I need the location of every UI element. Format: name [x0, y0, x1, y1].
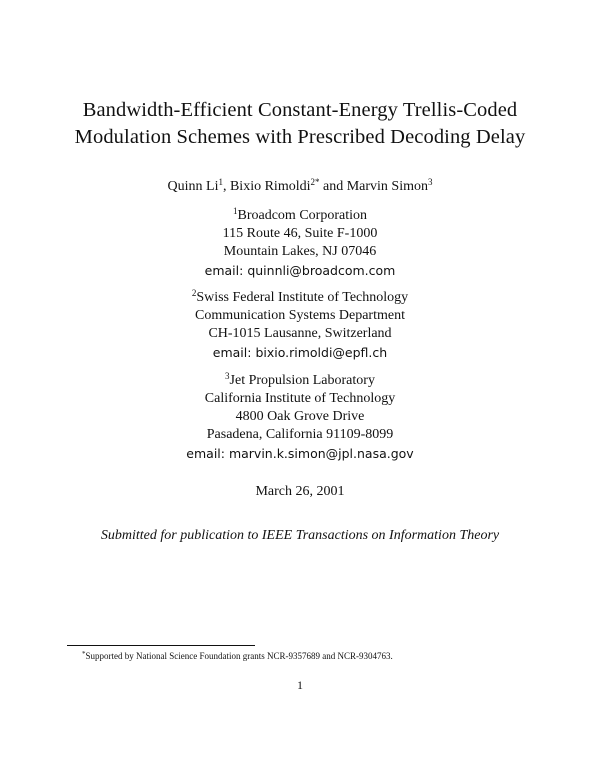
footnote — [82, 651, 393, 661]
affiliation-line — [0, 290, 600, 306]
affiliation-line: Communication Systems Department — [195, 308, 405, 323]
affiliation-line: Pasadena, California 91109-8099 — [206, 427, 394, 442]
affiliation-email: email: quinnli@broadcom.com — [204, 263, 396, 278]
paper-title-line-2: Modulation Schemes with Prescribed Decoding Delay — [74, 126, 526, 148]
paper-date: March 26, 2001 — [255, 484, 345, 499]
affiliation-line — [0, 373, 600, 389]
author-mark: 3 — [427, 177, 433, 187]
affiliation-line: California Institute of Technology — [204, 391, 396, 406]
page-number: 1 — [297, 678, 303, 692]
affiliation-name: Jet Propulsion Laboratory — [229, 373, 375, 388]
author-separator: , — [222, 179, 230, 194]
author-name: Marvin Simon — [346, 179, 428, 194]
submission-note: Submitted for publication to IEEE Transactions on Information Theory — [100, 528, 500, 543]
author-list — [0, 179, 600, 195]
author-separator: and — [319, 179, 347, 194]
affiliation-line: CH-1015 Lausanne, Switzerland — [208, 326, 392, 341]
affiliation-name: Broadcom Corporation — [237, 208, 367, 223]
author-name: Bixio Rimoldi — [229, 179, 311, 194]
affiliation-line: 115 Route 46, Suite F-1000 — [222, 226, 378, 241]
footnote-mark: * — [82, 650, 86, 658]
affiliation-mark: 3 — [225, 371, 230, 381]
affiliation-email: email: marvin.k.simon@jpl.nasa.gov — [186, 446, 414, 461]
affiliation-name: Swiss Federal Institute of Technology — [196, 290, 409, 305]
paper-title-line-1: Bandwidth-Efficient Constant-Energy Trellis-Coded — [82, 99, 518, 121]
affiliation-email: email: bixio.rimoldi@epfl.ch — [212, 345, 388, 360]
affiliation-mark: 1 — [233, 206, 238, 216]
footnote-text: Supported by National Science Foundation grants NCR-9357689 and NCR-9304763. — [85, 651, 393, 661]
affiliation-line: Mountain Lakes, NJ 07046 — [223, 244, 377, 259]
footnote-rule — [67, 645, 255, 646]
affiliation-line — [0, 208, 600, 224]
author-name: Quinn Li — [167, 179, 219, 194]
affiliation-mark: 2 — [191, 288, 197, 298]
author-mark: 2* — [310, 177, 320, 187]
author-mark: 1 — [218, 177, 223, 187]
affiliation-line: 4800 Oak Grove Drive — [235, 409, 365, 424]
